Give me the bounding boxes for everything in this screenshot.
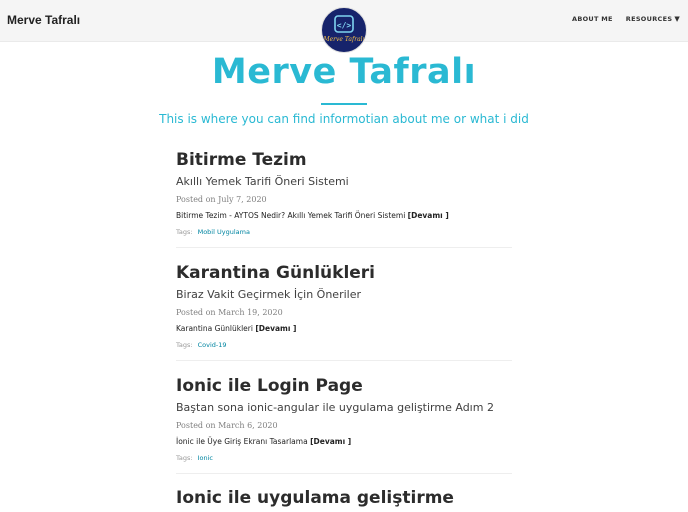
read-more-link[interactable]: [Devamı ] — [407, 211, 449, 220]
read-more-link[interactable]: [Devamı ] — [310, 437, 352, 446]
post-tags — [176, 228, 512, 236]
tag-link[interactable]: Covid-19 — [197, 341, 227, 349]
post-title-link[interactable]: Karantina Günlükleri — [176, 263, 376, 283]
post-excerpt — [176, 211, 512, 220]
post-divider — [176, 473, 512, 474]
post-excerpt — [176, 437, 512, 446]
brand-link[interactable]: Merve Tafralı — [7, 13, 81, 27]
caret-down-icon: ▼ — [674, 15, 680, 23]
nav-about-me[interactable]: ABOUT ME — [571, 15, 613, 23]
read-more-link[interactable]: [Devamı ] — [255, 324, 297, 333]
nav-resources-dropdown[interactable] — [626, 15, 680, 23]
post-title-link[interactable]: Ionic ile uygulama geliştirme — [176, 488, 454, 508]
post-excerpt-text: Bitirme Tezim - AYTOS Nedir? Akıllı Yemek Tarifi Öneri Sistemi — [176, 211, 406, 220]
avatar-logo[interactable] — [321, 7, 367, 53]
post-preview — [176, 376, 512, 462]
post-meta: Posted on March 19, 2020 — [176, 308, 283, 317]
tags-label: Tags: — [176, 341, 193, 349]
page-title: Merve Tafralı — [211, 52, 477, 92]
post-meta: Posted on July 7, 2020 — [176, 195, 267, 204]
post-tags — [176, 454, 512, 462]
post-excerpt-text: Karantina Günlükleri — [176, 324, 253, 333]
post-tags — [176, 341, 512, 349]
avatar-text: Merve Tafralı — [323, 36, 365, 43]
post-excerpt — [176, 324, 512, 333]
post-subtitle: Baştan sona ionic-angular ile uygulama geliştirme Adım 2 — [176, 401, 494, 414]
post-divider — [176, 360, 512, 361]
nav-links — [572, 15, 680, 23]
tags-label: Tags: — [176, 228, 193, 236]
title-underline — [321, 103, 367, 105]
post-excerpt-text: İonic ile Üye Giriş Ekranı Tasarlama — [176, 437, 308, 446]
post-preview — [176, 488, 512, 508]
tags-label: Tags: — [176, 454, 193, 462]
avatar-glyph: </> — [336, 21, 352, 30]
post-preview — [176, 150, 512, 236]
nav-resources-label: RESOURCES — [625, 15, 673, 23]
post-subtitle: Biraz Vakit Geçirmek İçin Öneriler — [176, 288, 361, 301]
tag-link[interactable]: Ionic — [197, 454, 213, 462]
post-title-link[interactable]: Ionic ile Login Page — [176, 376, 363, 396]
post-preview — [176, 263, 512, 349]
post-meta: Posted on March 6, 2020 — [176, 421, 278, 430]
post-divider — [176, 247, 512, 248]
page-subtitle: This is where you can find informotian about me or what i did — [159, 112, 529, 126]
post-subtitle: Akıllı Yemek Tarifi Öneri Sistemi — [176, 175, 349, 188]
post-title-link[interactable]: Bitirme Tezim — [176, 150, 307, 170]
code-logo-icon — [322, 8, 366, 52]
tag-link[interactable]: Mobil Uygulama — [197, 228, 250, 236]
